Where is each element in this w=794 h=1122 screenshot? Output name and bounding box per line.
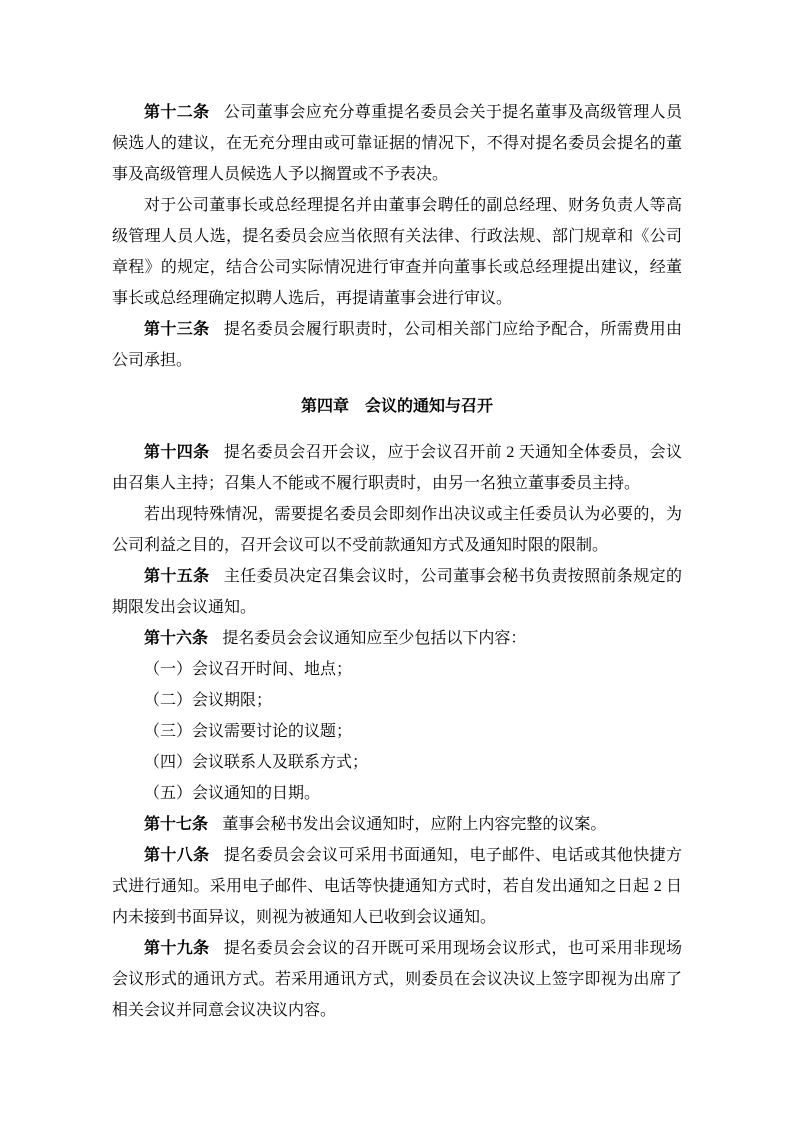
paragraph-article-16	[112, 623, 682, 654]
paragraph-article-13	[112, 314, 682, 376]
paragraph-article-18	[112, 840, 682, 933]
article-15-text: 主任委员决定召集会议时，公司董事会秘书负责按照前条规定的期限发出会议通知。	[112, 568, 682, 616]
article-12-label: 第十二条	[144, 104, 210, 121]
paragraph-article-14-continued	[112, 499, 682, 561]
paragraph-article-19	[112, 933, 682, 1026]
list-item-2-text: （二）会议期限；	[144, 692, 273, 709]
article-14-continued-text: 若出现特殊情况，需要提名委员会即刻作出决议或主任委员认为必要的，为公司利益之目的，召开会议可以不受前款通知方式及通知时限的限制。	[112, 506, 682, 554]
article-19-label: 第十九条	[144, 940, 210, 957]
list-item-1	[112, 654, 682, 685]
list-item-3-text: （三）会议需要讨论的议题；	[144, 723, 353, 740]
paragraph-article-15	[112, 561, 682, 623]
paragraph-article-17	[112, 809, 682, 840]
article-12-text: 公司董事会应充分尊重提名委员会关于提名董事及高级管理人员候选人的建议，在无充分理由或可靠证据的情况下，不得对提名委员会提名的董事及高级管理人员候选人予以搁置或不予表决。	[112, 104, 682, 183]
article-13-text: 提名委员会履行职责时，公司相关部门应给予配合，所需费用由公司承担。	[112, 321, 682, 369]
article-16-label: 第十六条	[144, 630, 209, 647]
article-17-label: 第十七条	[144, 816, 209, 833]
article-14-text: 提名委员会召开会议，应于会议召开前 2 天通知全体委员，会议由召集人主持；召集人不能或不履行职责时，由另一名独立董事委员主持。	[112, 444, 682, 492]
list-item-4	[112, 747, 682, 778]
article-14-label: 第十四条	[144, 444, 210, 461]
list-item-4-text: （四）会议联系人及联系方式；	[144, 754, 369, 771]
article-18-label: 第十八条	[144, 847, 210, 864]
list-item-5-text: （五）会议通知的日期。	[144, 785, 321, 802]
list-item-3	[112, 716, 682, 747]
article-17-text: 董事会秘书发出会议通知时，应附上内容完整的议案。	[222, 816, 607, 833]
article-12-continued-text: 对于公司董事长或总经理提名并由董事会聘任的副总经理、财务负责人等高级管理人员人选，提名委员会应当依照有关法律、行政法规、部门规章和《公司章程》的规定，结合公司实际情况进行审查并向董事长或总经理提出建议，经董事长或总经理确定拟聘人选后，再提请董事会进行审议。	[112, 197, 682, 307]
list-item-1-text: （一）会议召开时间、地点；	[144, 661, 353, 678]
list-item-2	[112, 685, 682, 716]
list-item-5	[112, 778, 682, 809]
paragraph-article-12-continued	[112, 190, 682, 314]
paragraph-article-12	[112, 97, 682, 190]
article-13-label: 第十三条	[144, 321, 210, 338]
article-19-text: 提名委员会会议的召开既可采用现场会议形式，也可采用非现场会议形式的通讯方式。若采用通讯方式，则委员在会议决议上签字即视为出席了相关会议并同意会议决议内容。	[112, 940, 682, 1019]
chapter-4-heading: 第四章 会议的通知与召开	[300, 398, 493, 415]
article-15-label: 第十五条	[144, 568, 210, 585]
article-16-text: 提名委员会会议通知应至少包括以下内容：	[222, 630, 527, 647]
article-18-text: 提名委员会会议可采用书面通知，电子邮件、电话或其他快捷方式进行通知。采用电子邮件、电话等快捷通知方式时，若自发出通知之日起 2 日内未接到书面异议，则视为被通知人已收到会议通知。	[112, 847, 682, 926]
paragraph-article-14	[112, 437, 682, 499]
